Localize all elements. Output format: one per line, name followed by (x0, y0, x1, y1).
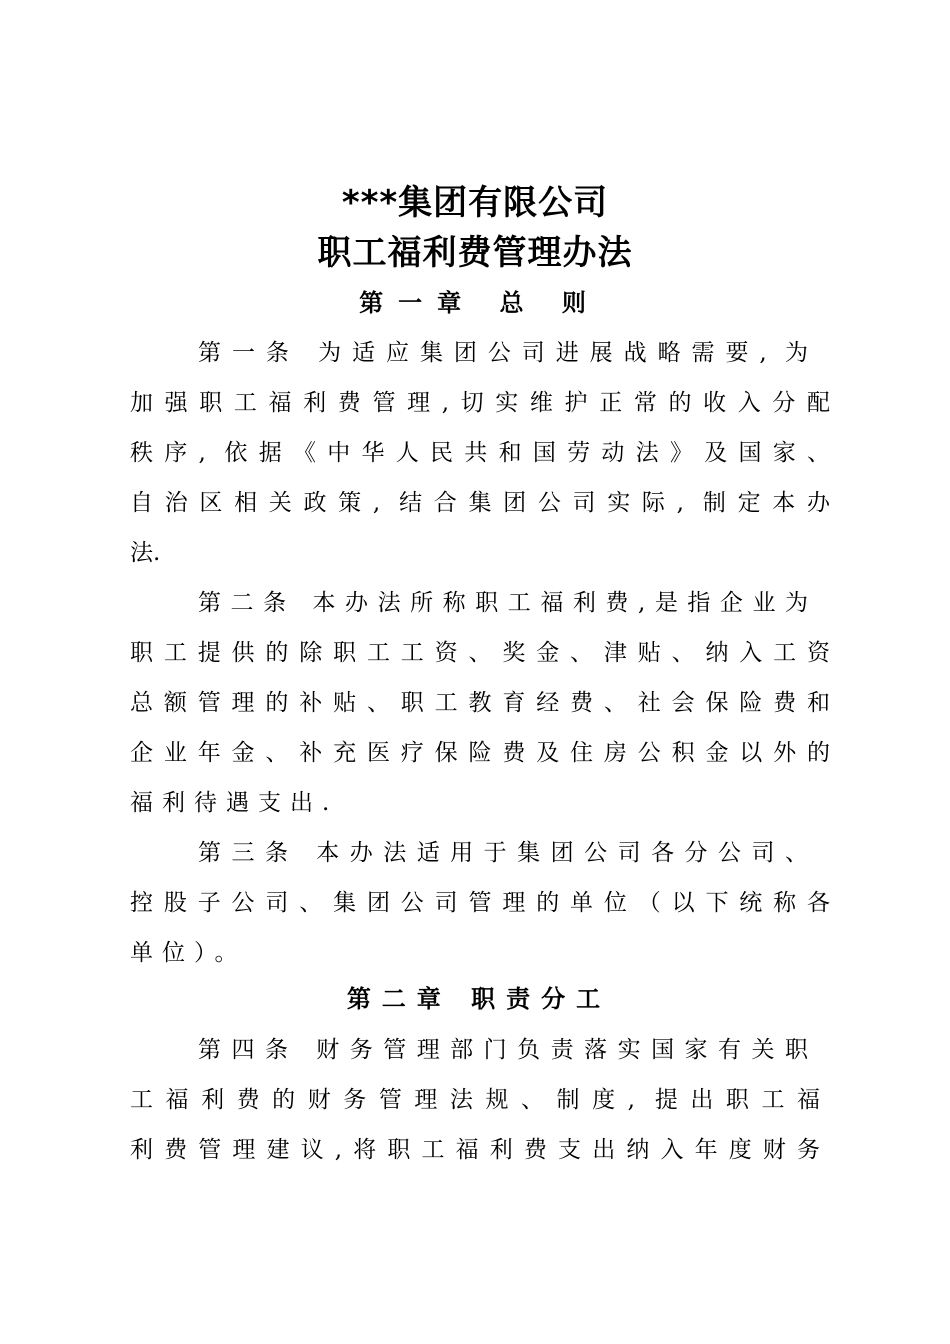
paragraph-line: 秩序, 依据《中华人民共和国劳动法》及国家、 (130, 440, 830, 466)
paragraph-line: 单位）。 (130, 940, 247, 966)
paragraph-line: 法. (130, 540, 161, 566)
paragraph-line: 福利待遇支出. (130, 790, 339, 816)
paragraph-line: 第三条 本办法适用于集团公司各分公司、 (198, 840, 808, 866)
paragraph-line: 利费管理建议,将职工福利费支出纳入年度财务 (130, 1137, 820, 1163)
paragraph-line: 控股子公司、集团公司管理的单位（以下统称各 (130, 890, 830, 916)
paragraph-line: 工福利费的财务管理法规、制度, 提出职工福 (130, 1087, 820, 1113)
paragraph-line: 自治区相关政策, 结合集团公司实际, 制定本办 (130, 490, 830, 516)
chapter-heading-1: 第一章 总 则 (359, 289, 601, 317)
chapter-heading-2: 第二章 职责分工 (346, 985, 612, 1013)
document-title-company: ***集团有限公司 (341, 183, 609, 223)
paragraph-line: 第四条 财务管理部门负责落实国家有关职 (198, 1037, 808, 1063)
paragraph-line: 职工提供的除职工工资、奖金、津贴、纳入工资 (130, 640, 830, 666)
paragraph-line: 第一条 为适应集团公司进展战略需要, 为 (198, 340, 808, 366)
paragraph-line: 企业年金、补充医疗保险费及住房公积金以外的 (130, 740, 830, 766)
paragraph-line: 总额管理的补贴、职工教育经费、社会保险费和 (130, 690, 830, 716)
paragraph-line: 第二条 本办法所称职工福利费,是指企业为 (198, 590, 808, 616)
paragraph-line: 加强职工福利费管理,切实维护正常的收入分配 (130, 390, 830, 416)
document-title-policy: 职工福利费管理办法 (317, 233, 633, 273)
